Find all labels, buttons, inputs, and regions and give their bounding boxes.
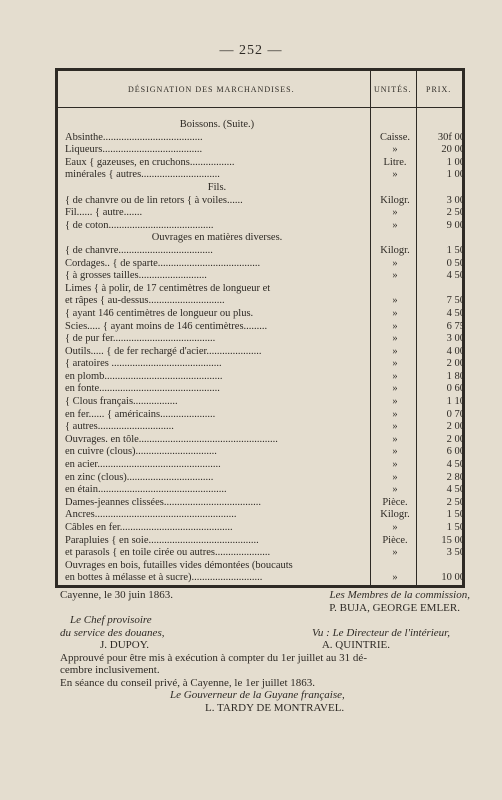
row-price: 2 00 [446, 433, 465, 445]
row-unit: Pièce. [382, 534, 408, 546]
table-row [65, 157, 465, 170]
row-description: Scies..... { ayant moins de 146 centimètres......... [65, 320, 268, 332]
row-unit: » [392, 408, 398, 420]
row-description: { de chanvre.................................... [65, 244, 213, 256]
table-body [65, 119, 465, 585]
header-designation: DÉSIGNATION DES MARCHANDISES. [128, 85, 295, 94]
row-description: { Clous français................. [65, 396, 178, 408]
row-description: { à grosses tailles.......................... [65, 270, 207, 282]
row-description: en fonte.............................................. [65, 383, 220, 395]
row-price: 1 80 [446, 370, 465, 382]
row-unit: » [392, 207, 398, 219]
row-unit: » [392, 307, 398, 319]
row-unit: » [392, 433, 398, 445]
table-row [65, 232, 465, 245]
footer [60, 589, 480, 714]
row-description: minérales { autres.............................. [65, 169, 220, 181]
row-description: { ayant 146 centimètres de longueur ou plus. [65, 307, 254, 319]
row-unit: Caisse. [379, 131, 411, 143]
row-description: { de chanvre ou de lin retors { à voiles...... [65, 194, 243, 206]
row-price: 3 50 [446, 547, 465, 559]
row-unit: » [392, 295, 398, 307]
row-description: Parapluies { en soie.......................................... [65, 534, 259, 546]
table-row [65, 144, 465, 157]
table-row [65, 245, 465, 258]
header-divider [58, 107, 462, 108]
row-price: 0 60 [446, 383, 465, 395]
row-price: 2 80 [446, 471, 465, 483]
table-row [65, 459, 465, 472]
table-row [65, 207, 465, 220]
chef-name: J. DUPOY. [100, 639, 150, 651]
row-unit: » [392, 484, 398, 496]
table-row [65, 346, 465, 359]
row-description: Absinthe...................................... [65, 131, 203, 143]
table-row [65, 522, 465, 535]
row-description: et parasols { en toile cirée ou autres..................... [65, 547, 271, 559]
row-price: 9 00 [446, 219, 465, 231]
section-heading: Ouvrages en matières diverses. [151, 232, 283, 244]
row-price: 15 00 [441, 534, 465, 546]
header-unites: UNITÉS. [374, 85, 412, 94]
location-date: Cayenne, le 30 juin 1863. [60, 589, 174, 601]
row-price: 1 10 [446, 396, 465, 408]
tariff-table [55, 68, 465, 588]
row-price: 20 00 [441, 144, 465, 156]
table-row [65, 383, 465, 396]
table-row [65, 283, 465, 296]
table-row [65, 560, 465, 573]
row-price: 3 00 [446, 333, 465, 345]
table-row [65, 371, 465, 384]
row-price: 7 50 [446, 295, 465, 307]
row-price: 0 50 [446, 257, 465, 269]
row-unit: Kilogr. [380, 194, 410, 206]
row-description: en plomb............................................. [65, 370, 223, 382]
row-unit: » [392, 370, 398, 382]
table-row [65, 409, 465, 422]
table-row [65, 497, 465, 510]
row-price: 2 00 [446, 358, 465, 370]
row-price: 1 00 [446, 156, 465, 168]
table-row [65, 358, 465, 371]
section-heading: Boissons. (Suite.) [179, 119, 255, 130]
table-row [65, 547, 465, 560]
section-heading: Fils. [207, 181, 227, 193]
seance-line: En séance du conseil privé, à Cayenne, le 1er juillet 1863. [60, 676, 316, 689]
governor-label: Le Gouverneur de la Guyane française, [170, 689, 345, 701]
row-description: { de pur fer....................................... [65, 333, 216, 345]
table-row [65, 535, 465, 548]
table-row [65, 333, 465, 346]
table-row [65, 169, 465, 182]
row-description: Ancres...................................................... [65, 509, 237, 521]
row-unit: » [392, 169, 398, 181]
table-row [65, 308, 465, 321]
row-price: 4 00 [446, 345, 465, 357]
row-price: 10 00 [441, 572, 465, 584]
row-unit: » [392, 547, 398, 559]
row-unit: Pièce. [382, 496, 408, 508]
row-price: 30f 00 [437, 131, 465, 143]
row-price: 2 50 [446, 207, 465, 219]
row-description: et râpes { au-dessus............................. [65, 295, 225, 307]
row-description: en bottes à mélasse et à sucre)........................... [65, 572, 263, 584]
table-row [65, 321, 465, 334]
governor-name: L. TARDY DE MONTRAVEL. [205, 701, 345, 714]
table-row [65, 220, 465, 233]
row-price: 4 50 [446, 307, 465, 319]
row-price: 1 50 [446, 244, 465, 256]
approval-line-2: cembre inclusivement. [60, 664, 160, 676]
members-names: P. BUJA, GEORGE EMLER. [329, 601, 460, 614]
page-number: — 252 — [219, 43, 283, 58]
row-description: Fil...... { autre....... [65, 207, 143, 219]
director-name: A. QUINTRIE. [321, 639, 390, 651]
row-description: Câbles en fer........................................... [65, 522, 233, 533]
row-price: 1 50 [446, 522, 465, 533]
row-price: 4 50 [446, 484, 465, 496]
table-row [65, 396, 465, 409]
row-description: Ouvrages. en tôle..................................................... [65, 433, 278, 445]
table-row [65, 295, 465, 308]
row-price: 2 00 [446, 421, 465, 433]
row-unit: » [392, 144, 398, 156]
row-description: en cuivre (clous)............................... [65, 446, 217, 458]
table-row [65, 484, 465, 497]
row-description: Liqueurs...................................... [65, 144, 203, 156]
table-row [65, 421, 465, 434]
row-unit: » [392, 345, 398, 357]
row-price: 6 75 [446, 320, 465, 332]
row-unit: » [392, 219, 398, 231]
row-description: Dames-jeannes clissées..................................... [65, 496, 261, 508]
row-description: en zinc (clous)................................. [65, 471, 214, 483]
row-description: en étain................................................. [65, 484, 227, 496]
row-price: 4 50 [446, 270, 465, 282]
row-unit: » [392, 471, 398, 483]
chef-label-2: du service des douanes, [60, 626, 165, 639]
row-price: 1 50 [446, 509, 465, 521]
row-description: { aratoires .......................................... [65, 358, 222, 370]
row-unit: » [392, 358, 398, 370]
row-description: { de coton........................................ [65, 219, 214, 231]
table-row [65, 132, 465, 145]
members-label: Les Membres de la commission, [329, 589, 470, 601]
row-unit: » [392, 572, 398, 584]
row-unit: » [392, 446, 398, 458]
row-unit: » [392, 421, 398, 433]
chef-label-1: Le Chef provisoire [70, 614, 152, 626]
row-unit: » [392, 383, 398, 395]
row-description: { autres............................. [65, 421, 174, 433]
table-row [65, 182, 465, 195]
table-row [65, 195, 465, 208]
table-row [65, 270, 465, 283]
approval-line-1: Approuvé pour être mis à exécution à compter du 1er juillet au 31 dé- [60, 651, 367, 664]
row-price: 6 00 [446, 446, 465, 458]
row-description: Limes { à polir, de 17 centimètres de longueur et [65, 282, 271, 294]
row-unit: » [392, 270, 398, 282]
row-price: 2 50 [446, 496, 465, 508]
header-prix: PRIX. [426, 85, 452, 94]
row-unit: » [392, 522, 398, 533]
table-row [65, 258, 465, 271]
row-description: Eaux { gazeuses, en cruchons................. [65, 156, 235, 168]
row-description: en acier............................................... [65, 459, 221, 471]
row-unit: Litre. [383, 156, 407, 168]
table-row [65, 472, 465, 485]
table-row [65, 572, 465, 585]
vu-label: Vu : Le Directeur de l'intérieur, [312, 626, 450, 639]
row-price: 0 70 [446, 408, 465, 420]
row-unit: » [392, 459, 398, 471]
row-price: 4 50 [446, 459, 465, 471]
row-description: Ouvrages en bois, futailles vides démontées (boucauts [65, 559, 293, 571]
row-description: Cordages.. { de sparte....................................... [65, 257, 261, 269]
table-row [65, 509, 465, 522]
row-unit: Kilogr. [380, 509, 410, 521]
row-unit: » [392, 320, 398, 332]
row-unit: » [392, 257, 398, 269]
row-price: 1 00 [446, 169, 465, 181]
row-price: 3 00 [446, 194, 465, 206]
row-description: Outils..... { de fer rechargé d'acier..................... [65, 345, 262, 357]
row-unit: Kilogr. [380, 244, 410, 256]
table-row [65, 434, 465, 447]
row-unit: » [392, 396, 398, 408]
table-row [65, 446, 465, 459]
table-row [65, 119, 465, 132]
row-unit: » [392, 333, 398, 345]
row-description: en fer...... { américains..................... [65, 408, 216, 420]
